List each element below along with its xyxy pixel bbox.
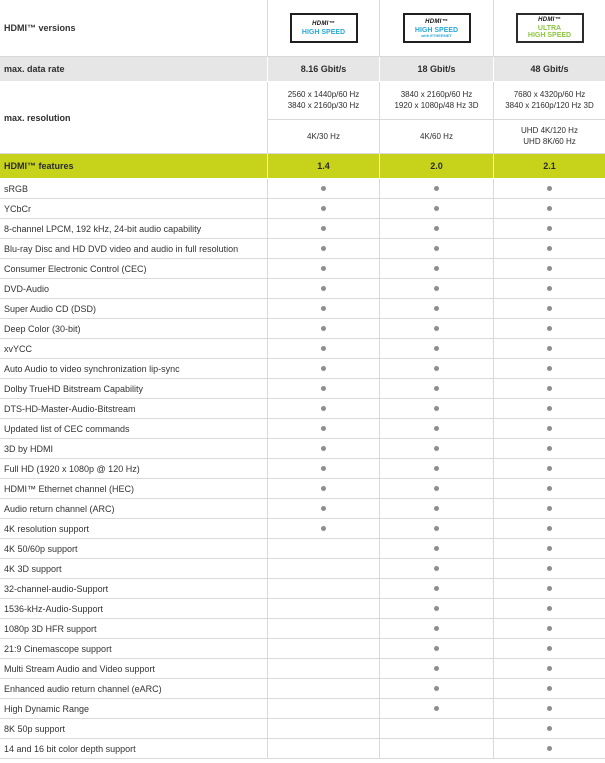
feature-support-cell <box>267 179 379 198</box>
supported-dot-icon <box>547 426 552 431</box>
feature-support-cell <box>267 419 379 438</box>
supported-dot-icon <box>434 326 439 331</box>
feature-support-cell <box>379 699 493 718</box>
feature-row <box>0 479 605 499</box>
versions-header-row <box>0 0 605 57</box>
feature-name: Consumer Electronic Control (CEC) <box>4 263 147 274</box>
feature-support-cell <box>267 459 379 478</box>
feature-support-cell <box>493 719 605 738</box>
feature-name: Dolby TrueHD Bitstream Capability <box>4 383 144 394</box>
supported-dot-icon <box>321 366 326 371</box>
supported-dot-icon <box>321 286 326 291</box>
feature-name: DVD-Audio <box>4 283 50 294</box>
supported-dot-icon <box>434 666 439 671</box>
max-resolution-cell <box>493 82 605 153</box>
feature-support-cell <box>493 539 605 558</box>
feature-support-cell <box>493 679 605 698</box>
resolution-line: 3840 x 2160p/120 Hz 3D <box>505 101 594 111</box>
supported-dot-icon <box>434 426 439 431</box>
resolution-summary <box>268 120 379 153</box>
resolution-line: 1920 x 1080p/48 Hz 3D <box>394 101 479 111</box>
feature-support-cell <box>379 739 493 758</box>
feature-name: 8-channel LPCM, 192 kHz, 24-bit audio capability <box>4 223 202 234</box>
feature-support-cell <box>379 719 493 738</box>
supported-dot-icon <box>434 526 439 531</box>
supported-dot-icon <box>321 206 326 211</box>
supported-dot-icon <box>547 446 552 451</box>
feature-support-cell <box>267 519 379 538</box>
supported-dot-icon <box>547 606 552 611</box>
feature-support-cell <box>493 439 605 458</box>
feature-name: Updated list of CEC commands <box>4 423 130 434</box>
feature-row <box>0 679 605 699</box>
feature-name: Multi Stream Audio and Video support <box>4 663 155 674</box>
feature-name: 14 and 16 bit color depth support <box>4 743 136 754</box>
feature-name: 1080p 3D HFR support <box>4 623 97 634</box>
logo-line3: with ETHERNET <box>421 32 452 38</box>
logo-line1: HIGH SPEED <box>301 28 346 36</box>
supported-dot-icon <box>434 246 439 251</box>
supported-dot-icon <box>321 186 326 191</box>
feature-support-cell <box>493 239 605 258</box>
feature-support-cell <box>493 579 605 598</box>
feature-row <box>0 199 605 219</box>
supported-dot-icon <box>547 366 552 371</box>
hdmi-high-speed-logo <box>290 13 358 43</box>
feature-support-cell <box>493 339 605 358</box>
feature-support-cell <box>493 179 605 198</box>
max-resolution-row <box>0 82 605 154</box>
supported-dot-icon <box>547 546 552 551</box>
feature-support-cell <box>267 439 379 458</box>
supported-dot-icon <box>434 186 439 191</box>
max-data-rate-label: max. data rate <box>4 64 65 74</box>
feature-name: Audio return channel (ARC) <box>4 503 115 514</box>
feature-support-cell <box>493 659 605 678</box>
version-number: 2.0 <box>379 154 493 178</box>
resolution-detail <box>494 82 605 120</box>
feature-support-cell <box>267 279 379 298</box>
resolution-line: 7680 x 4320p/60 Hz <box>513 90 586 100</box>
feature-name: 1536-kHz-Audio-Support <box>4 603 104 614</box>
feature-row <box>0 219 605 239</box>
feature-row <box>0 299 605 319</box>
supported-dot-icon <box>321 326 326 331</box>
supported-dot-icon <box>434 566 439 571</box>
versions-label: HDMI™ versions <box>4 23 76 33</box>
supported-dot-icon <box>547 566 552 571</box>
resolution-summary <box>494 120 605 153</box>
feature-support-cell <box>267 479 379 498</box>
feature-name: 21:9 Cinemascope support <box>4 643 112 654</box>
supported-dot-icon <box>434 386 439 391</box>
resolution-line: UHD 4K/120 Hz <box>521 126 578 136</box>
feature-name: 8K 50p support <box>4 723 66 734</box>
feature-support-cell <box>493 479 605 498</box>
supported-dot-icon <box>434 606 439 611</box>
feature-support-cell <box>493 359 605 378</box>
supported-dot-icon <box>547 586 552 591</box>
feature-support-cell <box>379 539 493 558</box>
supported-dot-icon <box>434 626 439 631</box>
supported-dot-icon <box>434 406 439 411</box>
supported-dot-icon <box>547 206 552 211</box>
resolution-line: 2560 x 1440p/60 Hz <box>287 90 360 100</box>
feature-row <box>0 579 605 599</box>
feature-name: 4K resolution support <box>4 523 90 534</box>
feature-name: 3D by HDMI <box>4 443 54 454</box>
supported-dot-icon <box>547 746 552 751</box>
resolution-detail <box>380 82 493 120</box>
feature-support-cell <box>493 379 605 398</box>
supported-dot-icon <box>547 486 552 491</box>
max-resolution-cell <box>379 82 493 153</box>
feature-support-cell <box>267 699 379 718</box>
feature-row <box>0 459 605 479</box>
feature-name: High Dynamic Range <box>4 703 90 714</box>
feature-support-cell <box>267 359 379 378</box>
max-resolution-label: max. resolution <box>4 112 71 123</box>
feature-support-cell <box>493 699 605 718</box>
logo-line1: HIGH SPEED <box>414 26 459 34</box>
feature-support-cell <box>379 479 493 498</box>
supported-dot-icon <box>547 626 552 631</box>
feature-row <box>0 519 605 539</box>
feature-support-cell <box>379 399 493 418</box>
max-data-rate-row <box>0 57 605 82</box>
feature-support-cell <box>493 599 605 618</box>
feature-support-cell <box>493 279 605 298</box>
feature-support-cell <box>493 639 605 658</box>
feature-name: Full HD (1920 x 1080p @ 120 Hz) <box>4 463 140 474</box>
feature-row <box>0 699 605 719</box>
supported-dot-icon <box>547 706 552 711</box>
hdmi-high-speed-ethernet-logo <box>403 13 471 43</box>
feature-name: Enhanced audio return channel (eARC) <box>4 683 162 694</box>
supported-dot-icon <box>321 386 326 391</box>
feature-support-cell <box>267 259 379 278</box>
feature-name: HDMI™ Ethernet channel (HEC) <box>4 483 135 494</box>
supported-dot-icon <box>547 506 552 511</box>
logo-brand: HDMI™ <box>312 20 335 27</box>
supported-dot-icon <box>434 446 439 451</box>
resolution-line: 3840 x 2160p/30 Hz <box>287 101 360 111</box>
feature-support-cell <box>267 579 379 598</box>
supported-dot-icon <box>321 506 326 511</box>
feature-row <box>0 599 605 619</box>
feature-support-cell <box>379 519 493 538</box>
supported-dot-icon <box>321 466 326 471</box>
max-resolution-cell <box>267 82 379 153</box>
feature-row <box>0 499 605 519</box>
feature-row <box>0 259 605 279</box>
feature-name: sRGB <box>4 183 29 194</box>
supported-dot-icon <box>547 526 552 531</box>
feature-support-cell <box>379 339 493 358</box>
feature-support-cell <box>493 199 605 218</box>
feature-support-cell <box>379 579 493 598</box>
feature-support-cell <box>493 419 605 438</box>
feature-support-cell <box>493 259 605 278</box>
supported-dot-icon <box>547 726 552 731</box>
feature-support-cell <box>267 379 379 398</box>
logo-line1: ULTRA <box>537 25 562 32</box>
supported-dot-icon <box>321 486 326 491</box>
supported-dot-icon <box>547 406 552 411</box>
feature-support-cell <box>379 599 493 618</box>
feature-support-cell <box>267 639 379 658</box>
feature-support-cell <box>267 619 379 638</box>
supported-dot-icon <box>434 586 439 591</box>
feature-support-cell <box>267 299 379 318</box>
feature-support-cell <box>379 379 493 398</box>
feature-support-cell <box>267 399 379 418</box>
feature-name: Super Audio CD (DSD) <box>4 303 97 314</box>
features-header-label: HDMI™ features <box>4 161 74 171</box>
feature-row <box>0 339 605 359</box>
supported-dot-icon <box>434 306 439 311</box>
feature-support-cell <box>267 719 379 738</box>
supported-dot-icon <box>434 546 439 551</box>
feature-row <box>0 379 605 399</box>
resolution-line: 4K/60 Hz <box>420 131 453 141</box>
feature-name: Deep Color (30-bit) <box>4 323 81 334</box>
resolution-summary <box>380 120 493 153</box>
feature-support-cell <box>267 539 379 558</box>
supported-dot-icon <box>434 646 439 651</box>
supported-dot-icon <box>321 446 326 451</box>
feature-support-cell <box>267 239 379 258</box>
supported-dot-icon <box>321 346 326 351</box>
supported-dot-icon <box>321 306 326 311</box>
max-data-rate-value: 48 Gbit/s <box>493 57 605 81</box>
max-data-rate-value: 8.16 Gbit/s <box>267 57 379 81</box>
feature-support-cell <box>379 359 493 378</box>
supported-dot-icon <box>434 706 439 711</box>
feature-name: xvYCC <box>4 343 33 354</box>
resolution-line: 4K/30 Hz <box>307 131 340 141</box>
feature-name: 32-channel-audio-Support <box>4 583 109 594</box>
feature-support-cell <box>493 499 605 518</box>
supported-dot-icon <box>547 306 552 311</box>
resolution-detail <box>268 82 379 120</box>
feature-row <box>0 659 605 679</box>
supported-dot-icon <box>434 226 439 231</box>
feature-row <box>0 399 605 419</box>
max-data-rate-value: 18 Gbit/s <box>379 57 493 81</box>
supported-dot-icon <box>434 506 439 511</box>
feature-row <box>0 559 605 579</box>
supported-dot-icon <box>547 246 552 251</box>
feature-support-cell <box>493 459 605 478</box>
feature-support-cell <box>267 499 379 518</box>
feature-support-cell <box>267 739 379 758</box>
feature-support-cell <box>379 679 493 698</box>
feature-support-cell <box>379 639 493 658</box>
feature-support-cell <box>379 259 493 278</box>
feature-support-cell <box>493 299 605 318</box>
feature-row <box>0 739 605 759</box>
feature-support-cell <box>379 279 493 298</box>
feature-support-cell <box>493 219 605 238</box>
feature-support-cell <box>493 399 605 418</box>
logo-brand: HDMI™ <box>425 18 448 25</box>
version-2-0-logo-cell <box>379 0 493 56</box>
feature-name: 4K 3D support <box>4 563 62 574</box>
feature-name: YCbCr <box>4 203 32 214</box>
feature-row <box>0 239 605 259</box>
feature-support-cell <box>379 179 493 198</box>
feature-row <box>0 539 605 559</box>
feature-support-cell <box>379 219 493 238</box>
feature-support-cell <box>379 659 493 678</box>
feature-support-cell <box>267 339 379 358</box>
supported-dot-icon <box>321 266 326 271</box>
feature-row <box>0 179 605 199</box>
feature-row <box>0 639 605 659</box>
feature-row <box>0 279 605 299</box>
feature-support-cell <box>493 739 605 758</box>
feature-support-cell <box>267 659 379 678</box>
supported-dot-icon <box>547 266 552 271</box>
feature-support-cell <box>267 559 379 578</box>
version-2-1-logo-cell <box>493 0 605 56</box>
feature-row <box>0 359 605 379</box>
supported-dot-icon <box>547 326 552 331</box>
supported-dot-icon <box>434 686 439 691</box>
feature-support-cell <box>379 619 493 638</box>
feature-support-cell <box>379 559 493 578</box>
feature-support-cell <box>379 439 493 458</box>
logo-brand: HDMI™ <box>538 17 561 23</box>
feature-support-cell <box>267 599 379 618</box>
supported-dot-icon <box>434 346 439 351</box>
supported-dot-icon <box>434 466 439 471</box>
features-header-row <box>0 154 605 179</box>
supported-dot-icon <box>547 686 552 691</box>
feature-support-cell <box>379 459 493 478</box>
supported-dot-icon <box>321 226 326 231</box>
feature-support-cell <box>379 319 493 338</box>
feature-row <box>0 719 605 739</box>
feature-support-cell <box>379 419 493 438</box>
feature-support-cell <box>267 199 379 218</box>
feature-support-cell <box>493 519 605 538</box>
supported-dot-icon <box>547 346 552 351</box>
resolution-line: UHD 8K/60 Hz <box>523 137 576 147</box>
supported-dot-icon <box>547 286 552 291</box>
resolution-line: 3840 x 2160p/60 Hz <box>400 90 473 100</box>
logo-line2: HIGH SPEED <box>527 32 572 39</box>
feature-rows <box>0 179 605 759</box>
supported-dot-icon <box>547 386 552 391</box>
feature-support-cell <box>379 499 493 518</box>
feature-row <box>0 419 605 439</box>
version-number: 1.4 <box>267 154 379 178</box>
feature-row <box>0 319 605 339</box>
feature-support-cell <box>493 319 605 338</box>
version-1-4-logo-cell <box>267 0 379 56</box>
supported-dot-icon <box>434 286 439 291</box>
feature-support-cell <box>267 219 379 238</box>
feature-name: DTS-HD-Master-Audio-Bitstream <box>4 403 136 414</box>
supported-dot-icon <box>321 246 326 251</box>
feature-name: Auto Audio to video synchronization lip-sync <box>4 363 180 374</box>
feature-support-cell <box>379 199 493 218</box>
feature-name: Blu-ray Disc and HD DVD video and audio in full resolution <box>4 243 239 254</box>
feature-row <box>0 619 605 639</box>
supported-dot-icon <box>321 426 326 431</box>
feature-support-cell <box>493 559 605 578</box>
feature-row <box>0 439 605 459</box>
supported-dot-icon <box>321 526 326 531</box>
hdmi-ultra-high-speed-logo <box>516 13 584 43</box>
supported-dot-icon <box>321 406 326 411</box>
supported-dot-icon <box>547 186 552 191</box>
feature-support-cell <box>379 239 493 258</box>
supported-dot-icon <box>547 646 552 651</box>
supported-dot-icon <box>547 226 552 231</box>
supported-dot-icon <box>434 206 439 211</box>
supported-dot-icon <box>434 266 439 271</box>
feature-support-cell <box>379 299 493 318</box>
feature-support-cell <box>493 619 605 638</box>
supported-dot-icon <box>434 366 439 371</box>
feature-name: 4K 50/60p support <box>4 543 78 554</box>
supported-dot-icon <box>547 466 552 471</box>
feature-support-cell <box>267 679 379 698</box>
supported-dot-icon <box>434 486 439 491</box>
feature-support-cell <box>267 319 379 338</box>
version-number: 2.1 <box>493 154 605 178</box>
supported-dot-icon <box>547 666 552 671</box>
